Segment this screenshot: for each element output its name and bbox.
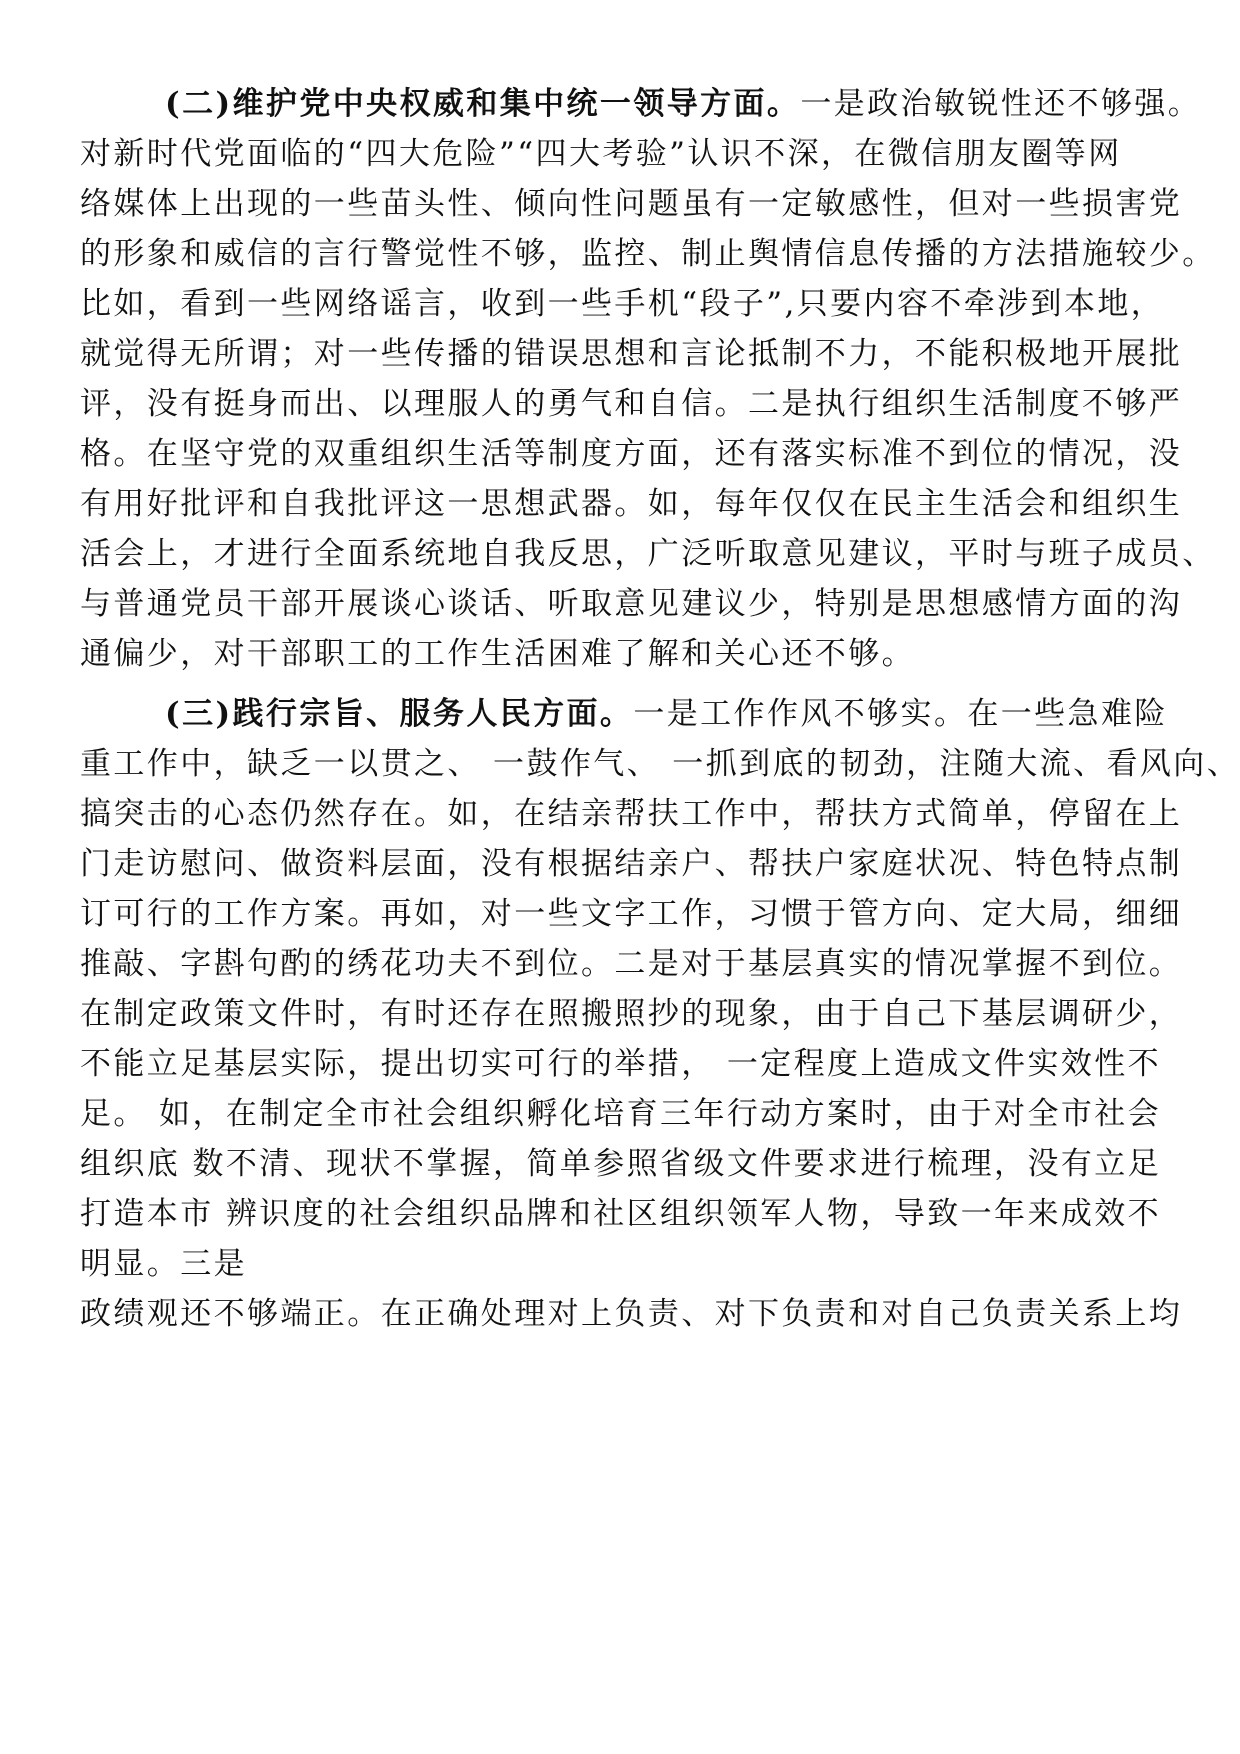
section3-first-line xyxy=(165,694,1168,734)
paragraph-line: 与普通党员干部开展谈心谈话、听取意见建议少，特别是思想感情方面的沟 xyxy=(80,586,1183,622)
paragraph-line: 不能立足基层实际，提出切实可行的举措， 一定程度上造成文件实效性不 xyxy=(80,1046,1162,1082)
paragraph-line: 搞突击的心态仍然存在。如，在结亲帮扶工作中，帮扶方式简单，停留在上 xyxy=(80,796,1183,832)
paragraph-line: 活会上，才进行全面系统地自我反思，广泛听取意见建议，平时与班子成员、 xyxy=(80,536,1216,572)
paragraph-line: 在制定政策文件时，有时还存在照搬照抄的现象，由于自己下基层调研少， xyxy=(80,996,1183,1032)
paragraph-line: 明显。三是 xyxy=(80,1246,247,1282)
paragraph-line: 打造本市 辨识度的社会组织品牌和社区组织领军人物，导致一年来成效不 xyxy=(80,1196,1162,1232)
paragraph-line: 通偏少，对干部职工的工作生活困难了解和关心还不够。 xyxy=(80,636,915,672)
section2-first-line-text: 一是政治敏锐性还不够强。 xyxy=(800,86,1202,122)
paragraph-line: 推敲、字斟句酌的绣花功夫不到位。二是对于基层真实的情况掌握不到位。 xyxy=(80,946,1183,982)
paragraph-line: 的形象和威信的言行警觉性不够，监控、制止舆情信息传播的方法措施较少。 xyxy=(80,236,1216,272)
paragraph-line: 比如，看到一些网络谣言，收到一些手机“段子”,只要内容不牵涉到本地， xyxy=(80,286,1165,322)
paragraph-line: 足。 如，在制定全市社会组织孵化培育三年行动方案时，由于对全市社会 xyxy=(80,1096,1162,1132)
section2-heading: (二)维护党中央权威和集中统一领导方面。 xyxy=(165,86,801,122)
paragraph-line: 重工作中，缺乏一以贯之、 一鼓作气、 一抓到底的韧劲，注随大流、看风向、 xyxy=(80,746,1240,782)
paragraph-line: 格。在坚守党的双重组织生活等制度方面，还有落实标准不到位的情况，没 xyxy=(80,436,1183,472)
section2-first-line xyxy=(165,84,1202,124)
paragraph-line: 络媒体上出现的一些苗头性、倾向性问题虽有一定敏感性，但对一些损害党 xyxy=(80,186,1183,222)
paragraph-line: 政绩观还不够端正。在正确处理对上负责、对下负责和对自己负责关系上均 xyxy=(80,1296,1183,1332)
paragraph-line: 评，没有挺身而出、以理服人的勇气和自信。二是执行组织生活制度不够严 xyxy=(80,386,1183,422)
section3-first-line-text: 一是工作作风不够实。在一些急难险 xyxy=(633,696,1168,732)
paragraph-line: 有用好批评和自我批评这一思想武器。如，每年仅仅在民主生活会和组织生 xyxy=(80,486,1183,522)
paragraph-line: 门走访慰问、做资料层面，没有根据结亲户、帮扶户家庭状况、特色特点制 xyxy=(80,846,1183,882)
paragraph-line: 对新时代党面临的“四大危险”“四大考验”认识不深，在微信朋友圈等网 xyxy=(80,136,1122,172)
paragraph-line: 订可行的工作方案。再如，对一些文字工作，习惯于管方向、定大局，细细 xyxy=(80,896,1183,932)
paragraph-line: 就觉得无所谓；对一些传播的错误思想和言论抵制不力，不能积极地开展批 xyxy=(80,336,1183,372)
section3-heading: (三)践行宗旨、服务人民方面。 xyxy=(165,696,634,732)
paragraph-line: 组织底 数不清、现状不掌握，简单参照省级文件要求进行梳理，没有立足 xyxy=(80,1146,1162,1182)
